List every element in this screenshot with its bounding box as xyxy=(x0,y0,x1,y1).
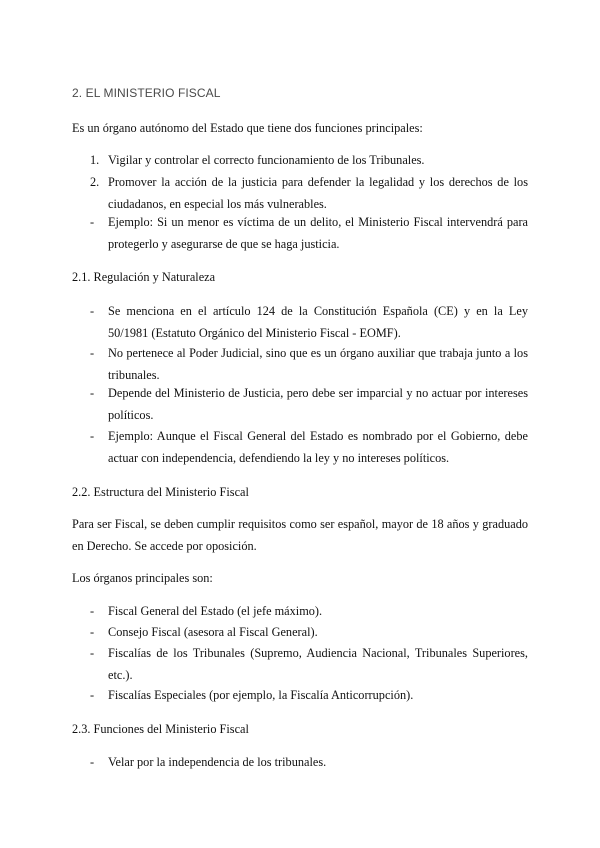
list-item-text: No pertenece al Poder Judicial, sino que es un órgano auxiliar que trabaja junto a los tribunales. xyxy=(108,346,528,382)
list-marker: - xyxy=(90,755,95,769)
list-marker: - xyxy=(90,625,95,639)
intro-paragraph: Es un órgano autónomo del Estado que tiene dos funciones principales: xyxy=(72,121,423,135)
list-item-text: Depende del Ministerio de Justicia, pero debe ser imparcial y no actuar por intereses políticos. xyxy=(108,386,528,422)
list-item-text: Fiscalías de los Tribunales (Supremo, Audiencia Nacional, Tribunales Superiores, etc.). xyxy=(108,646,528,682)
list-item-text: Vigilar y controlar el correcto funcionamiento de los Tribunales. xyxy=(108,153,425,167)
list-marker: - xyxy=(90,688,95,702)
organs-intro: Los órganos principales son: xyxy=(72,571,213,585)
list-item xyxy=(90,300,528,344)
list-marker: - xyxy=(90,346,95,360)
list-item xyxy=(90,211,528,255)
list-item xyxy=(90,621,528,643)
list-item xyxy=(90,600,528,622)
list-item-text: Ejemplo: Si un menor es víctima de un delito, el Ministerio Fiscal intervendrá para protegerlo y asegurarse de que se haga justicia. xyxy=(108,215,528,251)
list-item-text: Se menciona en el artículo 124 de la Constitución Española (CE) y en la Ley 50/1981 (Estatuto Orgánico del Ministerio Fiscal - EOMF). xyxy=(108,304,528,340)
subsection-title: 2.1. Regulación y Naturaleza xyxy=(72,270,216,284)
list-marker: - xyxy=(90,646,95,660)
list-item-text: Velar por la independencia de los tribunales. xyxy=(108,755,327,769)
list-item xyxy=(90,642,528,686)
list-item xyxy=(90,149,528,171)
list-marker: - xyxy=(90,386,95,400)
list-marker: 1. xyxy=(90,153,100,167)
subsection-title: 2.2. Estructura del Ministerio Fiscal xyxy=(72,485,249,499)
list-marker: - xyxy=(90,304,95,318)
list-item-text: Ejemplo: Aunque el Fiscal General del Estado es nombrado por el Gobierno, debe actuar con independencia, defendiendo la ley y no intereses políticos. xyxy=(108,429,528,465)
list-item-text: Consejo Fiscal (asesora al Fiscal General). xyxy=(108,625,318,639)
list-item xyxy=(90,382,528,426)
list-marker: 2. xyxy=(90,175,100,189)
list-item xyxy=(90,751,528,773)
section-heading: 2. EL MINISTERIO FISCAL xyxy=(72,86,221,100)
list-item xyxy=(90,342,528,386)
list-item xyxy=(90,684,528,706)
list-item xyxy=(90,171,528,215)
list-item-text: Fiscal General del Estado (el jefe máximo). xyxy=(108,604,323,618)
list-item xyxy=(90,425,528,469)
subsection-title: 2.3. Funciones del Ministerio Fiscal xyxy=(72,722,249,736)
list-item-text: Fiscalías Especiales (por ejemplo, la Fiscalía Anticorrupción). xyxy=(108,688,414,702)
list-item-text: Promover la acción de la justicia para defender la legalidad y los derechos de los ciudadanos, en especial los más vulnerables. xyxy=(108,175,528,211)
structure-paragraph: Para ser Fiscal, se deben cumplir requisitos como ser español, mayor de 18 años y graduado en Derecho. Se accede por oposición. xyxy=(72,517,528,553)
list-marker: - xyxy=(90,215,95,229)
list-marker: - xyxy=(90,604,95,618)
list-marker: - xyxy=(90,429,95,443)
